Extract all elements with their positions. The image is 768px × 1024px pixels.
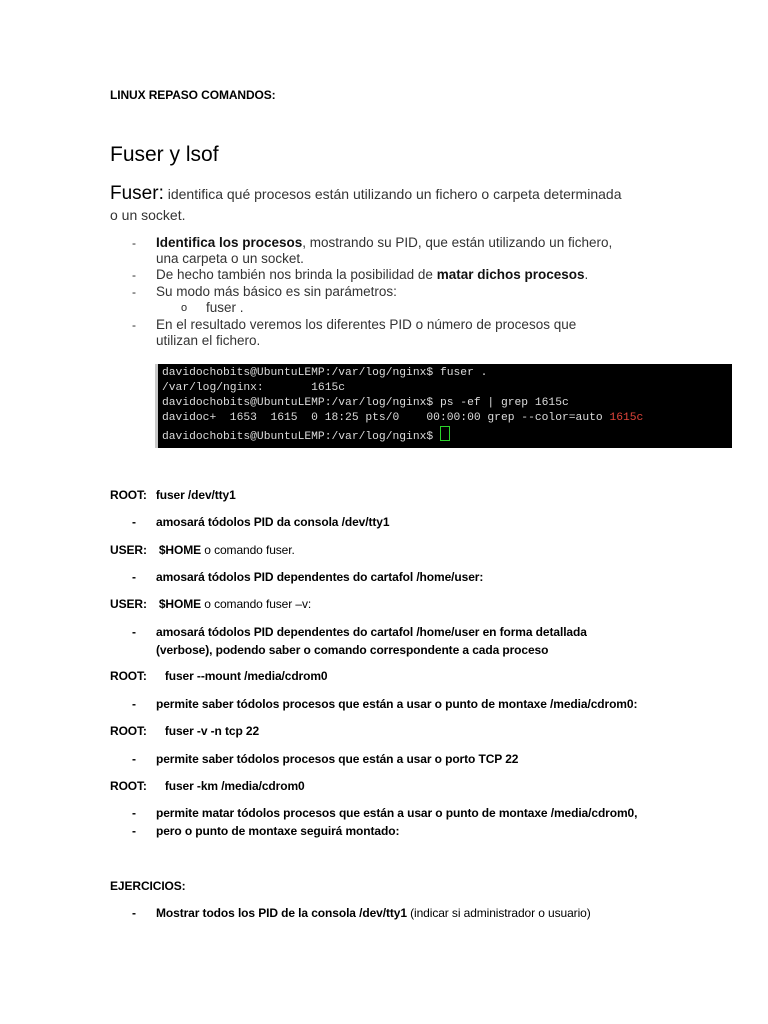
bullet-item: amosará tódolos PID dependentes do cartafol /home/user en forma detallada	[156, 625, 587, 639]
bullet-item: Identifica los procesos, mostrando su PID, que están utilizando un fichero,	[156, 235, 613, 250]
bullet-dash: -	[132, 268, 136, 282]
command-row: ROOT: fuser /dev/tty1	[110, 488, 236, 502]
sub-bullet-item: fuser .	[206, 300, 244, 315]
bullet-continuation: utilizan el fichero.	[156, 333, 261, 348]
bullet-item: amosará tódolos PID dependentes do cartafol /home/user:	[156, 570, 484, 584]
terminal-screenshot	[155, 364, 732, 448]
bullet-item: Su modo más básico es sin parámetros:	[156, 284, 397, 299]
bullet-item: amosará tódolos PID da consola /dev/tty1	[156, 515, 390, 529]
bullet-dash: -	[132, 318, 136, 332]
document-title: LINUX REPASO COMANDOS:	[110, 88, 276, 102]
terminal-line: davidochobits@UbuntuLEMP:/var/log/nginx$	[162, 426, 732, 441]
fuser-description-line2: o un socket.	[110, 207, 186, 223]
bullet-dash: -	[132, 806, 136, 820]
terminal-line: davidochobits@UbuntuLEMP:/var/log/nginx$ ps -ef | grep 1615c	[162, 397, 569, 409]
section-heading: Fuser y lsof	[110, 143, 219, 166]
fuser-desc: identifica qué procesos están utilizando un fichero o carpeta determinada	[163, 186, 622, 202]
bullet-item: permite saber tódolos procesos que están a usar o punto de montaxe /media/cdrom0:	[156, 697, 638, 711]
terminal-cursor	[440, 426, 450, 441]
bullet-item: De hecho también nos brinda la posibilidad de matar dichos procesos.	[156, 267, 589, 282]
bullet-dash: -	[132, 752, 136, 766]
fuser-term: Fuser:	[110, 183, 164, 204]
command-row: USER: $HOME o comando fuser.	[110, 543, 295, 557]
bullet-continuation: (verbose), podendo saber o comando correspondente a cada proceso	[156, 643, 549, 657]
exercises-title: EJERCICIOS:	[110, 879, 186, 893]
exercise-item: Mostrar todos los PID de la consola /dev/tty1 (indicar si administrador o usuario)	[156, 906, 591, 920]
terminal-line: davidoc+ 1653 1615 0 18:25 pts/0 00:00:00 grep --color=auto 1615c	[162, 412, 644, 424]
bullet-continuation: una carpeta o un socket.	[156, 251, 304, 266]
highlighted-pid: 1615c	[609, 412, 644, 424]
bullet-dash: -	[132, 824, 136, 838]
command-row: ROOT: fuser -km /media/cdrom0	[110, 779, 305, 793]
command-row: ROOT: fuser -v -n tcp 22	[110, 724, 260, 738]
command-row: USER: $HOME o comando fuser –v:	[110, 597, 312, 611]
bullet-item: pero o punto de montaxe seguirá montado:	[156, 824, 400, 838]
sub-bullet-marker: o	[181, 302, 188, 314]
bullet-item: permite saber tódolos procesos que están a usar o porto TCP 22	[156, 752, 519, 766]
command-row: ROOT: fuser --mount /media/cdrom0	[110, 669, 328, 683]
bullet-dash: -	[132, 625, 136, 639]
bullet-dash: -	[132, 515, 136, 529]
bullet-dash: -	[132, 570, 136, 584]
bullet-item: En el resultado veremos los diferentes PID o número de procesos que	[156, 317, 577, 332]
terminal-line: davidochobits@UbuntuLEMP:/var/log/nginx$ fuser .	[162, 367, 488, 379]
bullet-dash: -	[132, 697, 136, 711]
terminal-line: /var/log/nginx: 1615c	[162, 382, 346, 394]
bullet-item: permite matar tódolos procesos que están a usar o punto de montaxe /media/cdrom0,	[156, 806, 638, 820]
bullet-dash: -	[132, 906, 136, 920]
fuser-description-line1	[110, 183, 621, 205]
bullet-dash: -	[132, 236, 136, 250]
bullet-dash: -	[132, 285, 136, 299]
